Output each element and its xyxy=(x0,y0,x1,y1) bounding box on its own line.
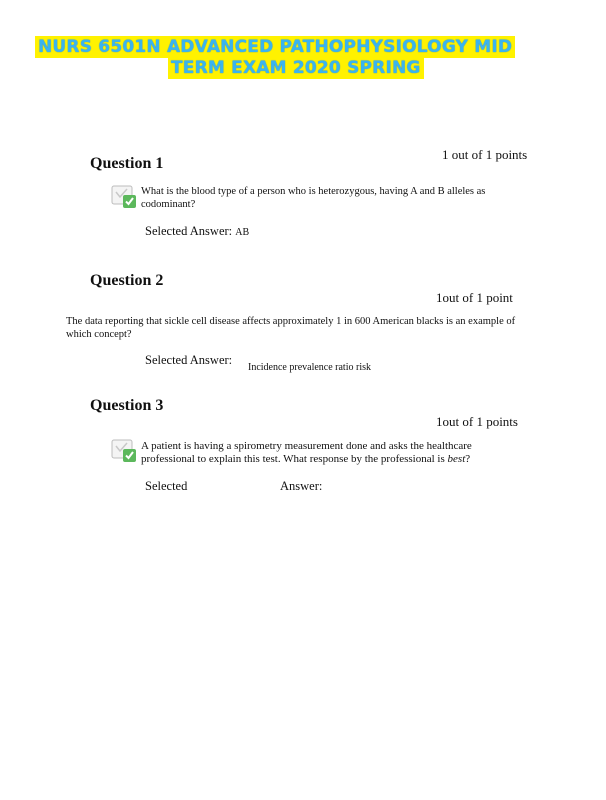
question-2-points: 1out of 1 point xyxy=(436,290,513,305)
exam-title-line-2: TERM EXAM 2020 SPRING xyxy=(168,57,424,79)
question-1-heading: Question 1 xyxy=(90,155,164,172)
question-1-answer-row xyxy=(145,224,249,239)
question-1-text: What is the blood type of a person who is heterozygous, having A and B alleles as codominant? xyxy=(141,186,486,210)
question-3-text-emphasis: best xyxy=(447,453,466,465)
question-2-answer-value: Incidence prevalence ratio risk xyxy=(248,362,371,373)
selected-answer-label: Selected Answer: xyxy=(145,224,233,238)
question-3-answer-label-answer: Answer: xyxy=(280,479,323,493)
correct-check-icon xyxy=(111,185,137,209)
question-3-answer-label-selected: Selected xyxy=(145,479,188,493)
correct-check-icon xyxy=(111,439,137,463)
question-3-text-main: A patient is having a spirometry measurement done and asks the healthcare professional to explain this test. What response by the professional is xyxy=(141,440,472,465)
selected-answer-value: AB xyxy=(235,227,250,238)
question-3-heading: Question 3 xyxy=(90,397,164,414)
question-2-heading: Question 2 xyxy=(90,272,164,289)
exam-title-line-1: NURS 6501N ADVANCED PATHOPHYSIOLOGY MID xyxy=(35,36,515,58)
question-3-points: 1out of 1 points xyxy=(436,414,518,429)
question-1-points: 1 out of 1 points xyxy=(442,147,528,162)
question-3-text xyxy=(141,440,501,466)
question-3-text-end: ? xyxy=(465,453,471,465)
question-2-answer-label: Selected Answer: xyxy=(145,353,233,367)
question-2-text: The data reporting that sickle cell disease affects approximately 1 in 600 American blacks is an example of which concept? xyxy=(66,316,516,340)
